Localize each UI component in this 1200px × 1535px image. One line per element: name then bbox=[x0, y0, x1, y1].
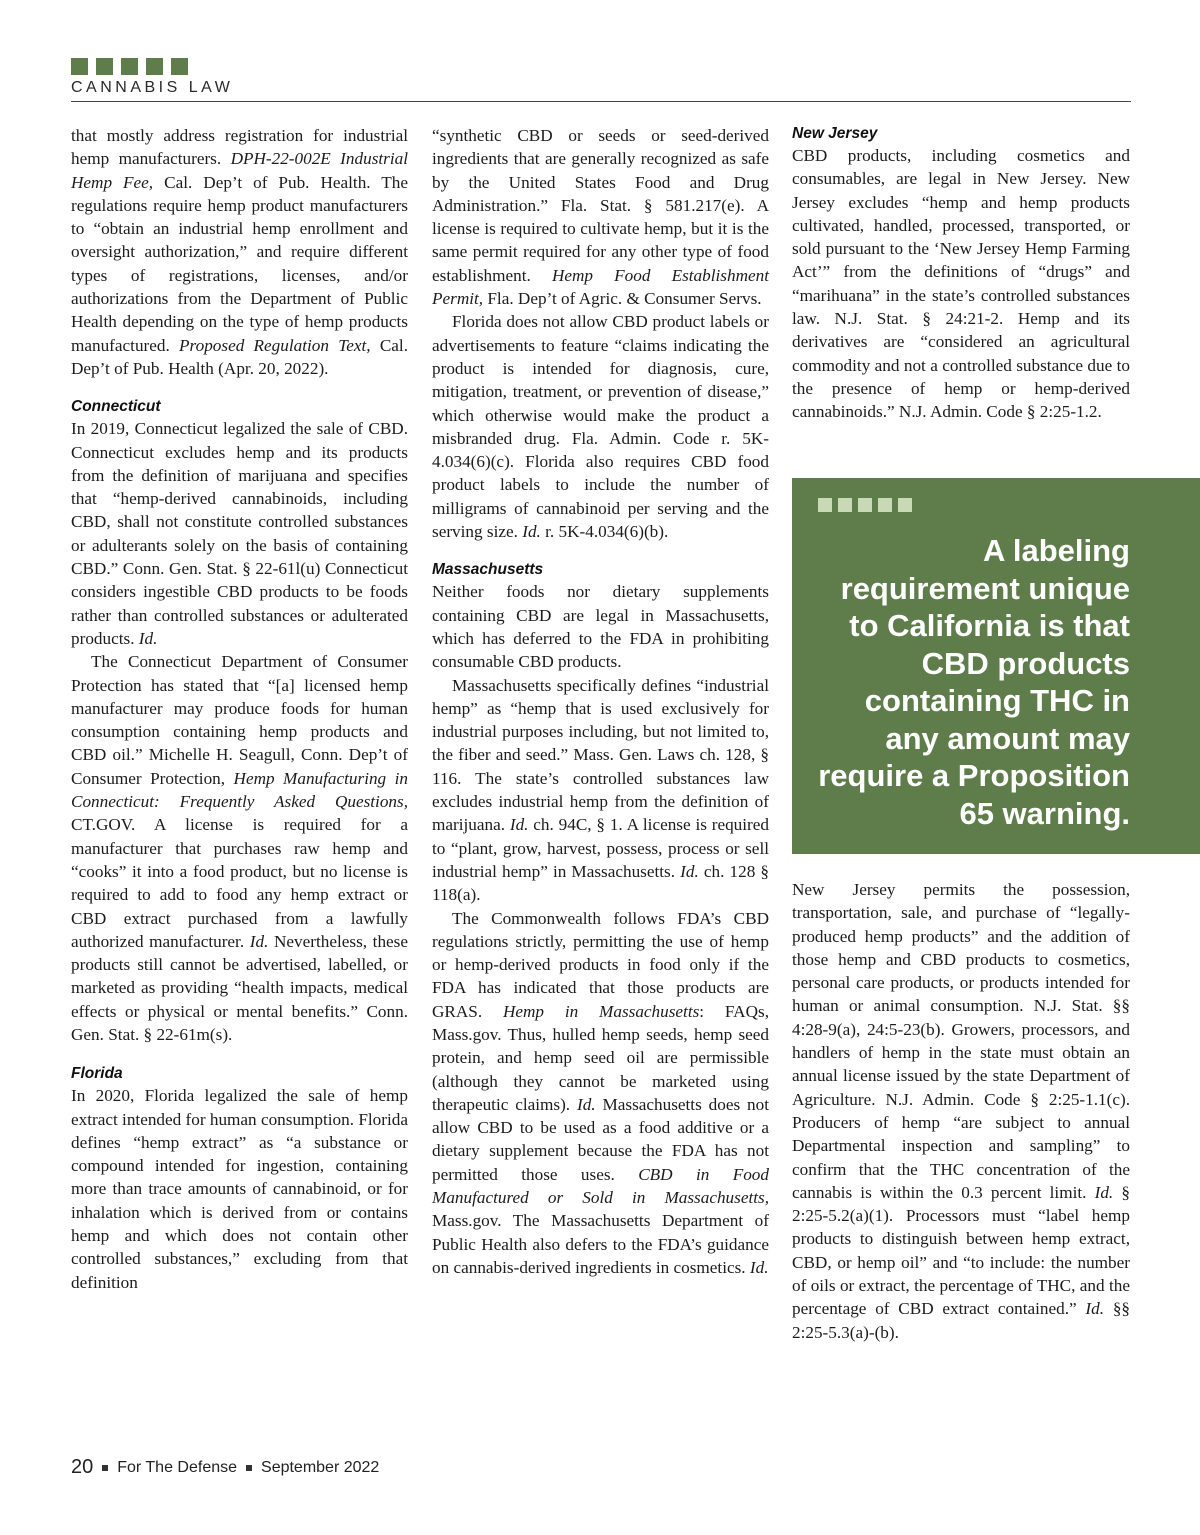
column-2 bbox=[432, 124, 769, 1279]
section-header bbox=[71, 58, 1131, 98]
pull-quote-text: A labeling requirement unique to California is that CBD products containing THC in any amount may require a Proposition 65 warning. bbox=[818, 533, 1130, 831]
pull-square bbox=[838, 498, 852, 512]
column-3 bbox=[792, 124, 1130, 424]
paragraph: In 2019, Connecticut legalized the sale of CBD. Connecticut excludes hemp and its products from the definition of marijuana and specifies that “hemp-derived cannabinoids, including CBD, shall not constitute controlled substances or adulterants solely on the basis of containing CBD.” Conn. Gen. Stat. § 22-61l(u) Connecticut considers ingestible CBD products to be foods rather than controlled substances or adulterated products. Id. bbox=[71, 419, 408, 648]
header-square bbox=[146, 58, 163, 75]
paragraph: In 2020, Florida legalized the sale of hemp extract intended for human consumption. Florida defines “hemp extract” as “a substance or compound intended for ingestion, containing more than trace amounts of cannabinoid, or for inhalation which is derived from or contains hemp and which does not contain other controlled substances,” excluding from that definition bbox=[71, 1086, 408, 1292]
subheading-massachusetts: Massachusetts bbox=[432, 561, 544, 579]
paragraph: that mostly address registration for industrial hemp manufacturers. DPH-22-002E Industrial Hemp Fee, Cal. Dep’t of Pub. Health. The regulations require hemp product manufacturers to “obtain an industrial hemp enrollment and oversight authorization,” and require different types of registrations, licenses, and/or authorizations from the Department of Public Health depending on the type of hemp products manufactured. Proposed Regulation Text, Cal. Dep’t of Pub. Health (Apr. 20, 2022). bbox=[71, 126, 408, 378]
paragraph: New Jersey permits the possession, transportation, sale, and purchase of “legally-produced hemp products” and the addition of those hemp and CBD products to cosmetics, personal care products, or products intended for human or animal consumption. N.J. Stat. §§ 4:28-9(a), 24:5-23(b). Growers, processors, and handlers of hemp in the state must obtain an annual license issued by the state Department of Agriculture. N.J. Admin. Code § 2:25-1.1(c). Producers of hemp “are subject to annual Departmental inspection and sampling” to confirm that the THC concentration of the cannabis is within the 0.3 percent limit. Id. § 2:25-5.2(a)(1). Processors must “label hemp products to distinguish between hemp extract, CBD, or hemp oil” and “to include: the number of oils or extract, the percentage of THC, and the percentage of CBD extract contained.” Id. §§ 2:25-5.3(a)-(b). bbox=[792, 880, 1131, 1342]
paragraph: The Commonwealth follows FDA’s CBD regulations strictly, permitting the use of hemp or hemp-derived products in food only if the FDA has indicated that those products are GRAS. Hemp in Massachusetts: FAQs, Mass.gov. Thus, hulled hemp seeds, hemp seed protein, and hemp seed oil are permissible (although they cannot be marketed using therapeutic claims). Id. Massachusetts does not allow CBD to be used as a food additive or a dietary supplement because the FDA has not permitted those uses. CBD in Food Manufactured or Sold in Massachusetts, Mass.gov. The Massachusetts Department of Public Health also defers to the FDA’s guidance on cannabis-derived ingredients in cosmetics. Id. bbox=[432, 908, 769, 1277]
paragraph: CBD products, including cosmetics and consumables, are legal in New Jersey. New Jersey excludes “hemp and hemp products cultivated, handled, processed, transported, or sold pursuant to the ‘New Jersey Hemp Farming Act’” from the definitions of “drugs” and “marihuana” in the state’s controlled substances law. N.J. Stat. § 24:21-2. Hemp and its derivatives are “considered an agricultural commodity and not a controlled substance due to the presence of hemp or hemp-derived cannabinoids.” N.J. Admin. Code § 2:25-1.2. bbox=[792, 146, 1130, 422]
column-1 bbox=[71, 124, 408, 1294]
publication-name: For The Defense bbox=[117, 1458, 238, 1476]
paragraph: The Connecticut Department of Consumer Protection has stated that “[a] licensed hemp manufacturer may produce foods for human consumption containing hemp products and CBD oil.” Michelle H. Seagull, Conn. Dep’t of Consumer Protection, Hemp Manufacturing in Connecticut: Frequently Asked Questions, CT.GOV. A license is required for a manufacturer that purchases raw hemp and “cooks” it into a food product, but no license is required to add to food any hemp extract or CBD extract purchased from a lawfully authorized manufacturer. Id. Nevertheless, these products still cannot be advertised, labelled, or marketed as providing “health impacts, medical effects or physical or mental benefits.” Conn. Gen. Stat. § 22-61m(s). bbox=[71, 652, 408, 1044]
paragraph: Florida does not allow CBD product labels or advertisements to feature “claims indicating the product is intended for diagnosis, cure, mitigation, treatment, or prevention of disease,” which otherwise would make the product a misbranded drug. Fla. Admin. Code r. 5K-4.034(6)(c). Florida also requires CBD food product labels to include the number of milligrams of cannabinoid per serving and the serving size. Id. r. 5K-4.034(6)(b). bbox=[432, 312, 769, 542]
pull-square bbox=[898, 498, 912, 512]
pull-square bbox=[858, 498, 872, 512]
header-square bbox=[96, 58, 113, 75]
subheading-connecticut: Connecticut bbox=[71, 398, 161, 416]
section-title: CANNABIS LAW bbox=[71, 79, 234, 96]
page-footer bbox=[71, 1456, 379, 1479]
page-number: 20 bbox=[71, 1456, 94, 1478]
column-3-continued bbox=[792, 878, 1130, 1344]
header-square bbox=[121, 58, 138, 75]
subheading-new-jersey: New Jersey bbox=[792, 125, 878, 142]
issue-date: September 2022 bbox=[261, 1458, 380, 1476]
bullet-separator bbox=[102, 1465, 108, 1471]
header-squares bbox=[71, 58, 1131, 75]
pull-square bbox=[878, 498, 892, 512]
header-square bbox=[71, 58, 88, 75]
header-square bbox=[171, 58, 188, 75]
paragraph: Massachusetts specifically defines “industrial hemp” as “hemp that is used exclusively for industrial purposes including, but not limited to, the fiber and seed.” Mass. Gen. Laws ch. 128, § 116. The state’s controlled substances law excludes industrial hemp from the definition of marijuana. Id. ch. 94C, § 1. A license is required to “plant, grow, harvest, possess, process or sell industrial hemp” in Massachusetts. Id. ch. 128 § 118(a). bbox=[432, 675, 769, 905]
pull-square bbox=[818, 498, 832, 512]
pull-quote-box bbox=[792, 478, 1200, 854]
pull-quote-squares bbox=[818, 498, 912, 512]
header-rule bbox=[71, 101, 1131, 102]
bullet-separator bbox=[246, 1465, 252, 1471]
subheading-florida: Florida bbox=[71, 1065, 123, 1083]
paragraph: “synthetic CBD or seeds or seed-derived ingredients that are generally recognized as safe by the United States Food and Drug Administration.” Fla. Stat. § 581.217(e). A license is required to cultivate hemp, but it is the same permit required for any other type of food establishment. Hemp Food Establishment Permit, Fla. Dep’t of Agric. & Consumer Servs. bbox=[432, 126, 769, 309]
paragraph: Neither foods nor dietary supplements containing CBD are legal in Massachusetts, which has deferred to the FDA in prohibiting consumable CBD products. bbox=[432, 582, 769, 672]
